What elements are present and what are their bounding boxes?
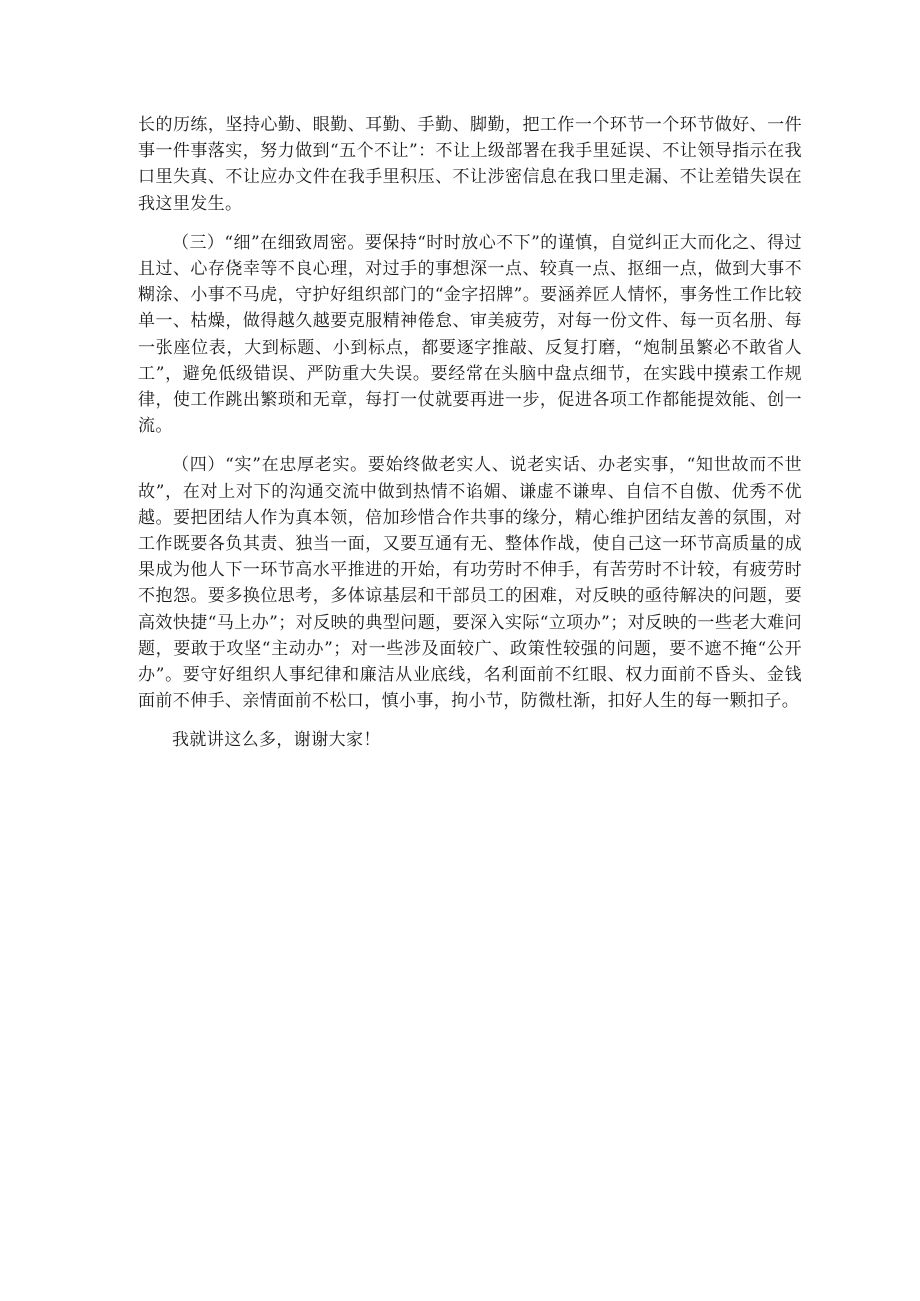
- paragraph-2: （三）“细”在细致周密。要保持“时时放心不下”的谨慎，自觉纠正大而化之、得过且过、心存侥幸等不良心理，对过手的事想深一点、较真一点、抠细一点，做到大事不糊涂、小事不马虎，守护好组织部门的“金字招牌”。要涵养匠人情怀，事务性工作比较单一、枯燥，做得越久越要克服精神倦怠、审美疲劳，对每一份文件、每一页名册、每一张座位表，大到标题、小到标点，都要逐字推敲、反复打磨，“炮制虽繁必不敢省人工”，避免低级错误、严防重大失误。要经常在头脑中盘点细节，在实践中摸索工作规律，使工作跳出繁琐和无章，每打一仗就要再进一步，促进各项工作都能提效能、创一流。: [138, 232, 802, 437]
- document-page: [138, 112, 802, 767]
- paragraph-3: （四）“实”在忠厚老实。要始终做老实人、说老实话、办老实事，“知世故而不世故”，在对上对下的沟通交流中做到热情不谄媚、谦虚不谦卑、自信不自傲、优秀不优越。要把团结人作为真本领，倍加珍惜合作共事的缘分，精心维护团结友善的氛围，对工作既要各负其责、独当一面，又要互通有无、整体作战，使自己这一环节高质量的成果成为他人下一环节高水平推进的开始，有功劳时不伸手，有苦劳时不计较，有疲劳时不抱怨。要多换位思考，多体谅基层和干部员工的困难，对反映的亟待解决的问题，要高效快捷“马上办”；对反映的典型问题，要深入实际“立项办”；对反映的一些老大难问题，要敢于攻坚“主动办”；对一些涉及面较广、政策性较强的问题，要不遮不掩“公开办”。要守好组织人事纪律和廉洁从业底线，名利面前不红眼、权力面前不昏头、金钱面前不伸手、亲情面前不松口，慎小事，拘小节，防微杜渐，扣好人生的每一颗扣子。: [138, 455, 802, 712]
- paragraph-closing: 我就讲这么多，谢谢大家！: [172, 730, 381, 751]
- paragraph-1: 长的历练，坚持心勤、眼勤、耳勤、手勤、脚勤，把工作一个环节一个环节做好、一件事一件事落实，努力做到“五个不让”：不让上级部署在我手里延误、不让领导指示在我口里失真、不让应办文件在我手里积压、不让涉密信息在我口里走漏、不让差错失误在我这里发生。: [138, 115, 802, 214]
